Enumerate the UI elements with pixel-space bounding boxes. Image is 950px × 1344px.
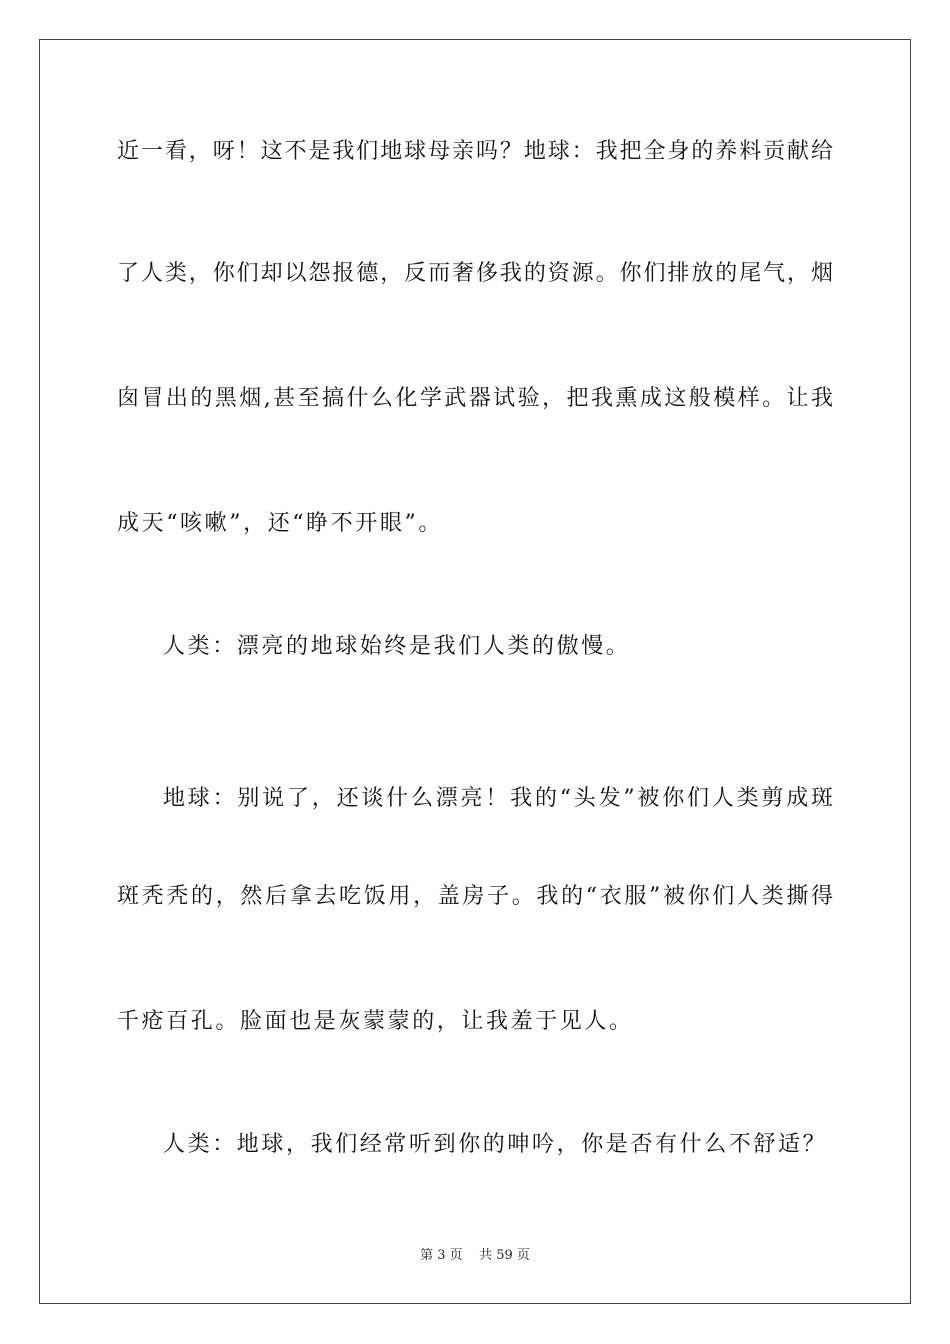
text-line-1: 近一看，呀！这不是我们地球母亲吗？地球：我把全身的养料贡献给 [117,139,833,164]
text-line-3: 囱冒出的黑烟,甚至搞什么化学武器试验，把我熏成这般模样。让我 [117,386,833,411]
text-line-4: 成天“咳嗽”，还“睁不开眼”。 [117,511,443,536]
page-border [39,39,911,1304]
text-line-2: 了人类，你们却以怨报德，反而奢侈我的资源。你们排放的尾气，烟 [117,261,833,286]
text-line-5: 人类：漂亮的地球始终是我们人类的傲慢。 [163,634,631,659]
text-line-9: 人类：地球，我们经常听到你的呻吟，你是否有什么不舒适？ [163,1132,828,1157]
text-line-7: 斑秃秃的，然后拿去吃饭用，盖房子。我的“衣服”被你们人类撕得 [117,884,833,909]
page-number-footer: 第 3 页 共 59 页 [420,1248,530,1263]
text-line-8: 千疮百孔。脸面也是灰蒙蒙的，让我羞于见人。 [117,1009,634,1034]
text-line-6: 地球：别说了，还谈什么漂亮！我的“头发”被你们人类剪成斑 [163,786,833,811]
